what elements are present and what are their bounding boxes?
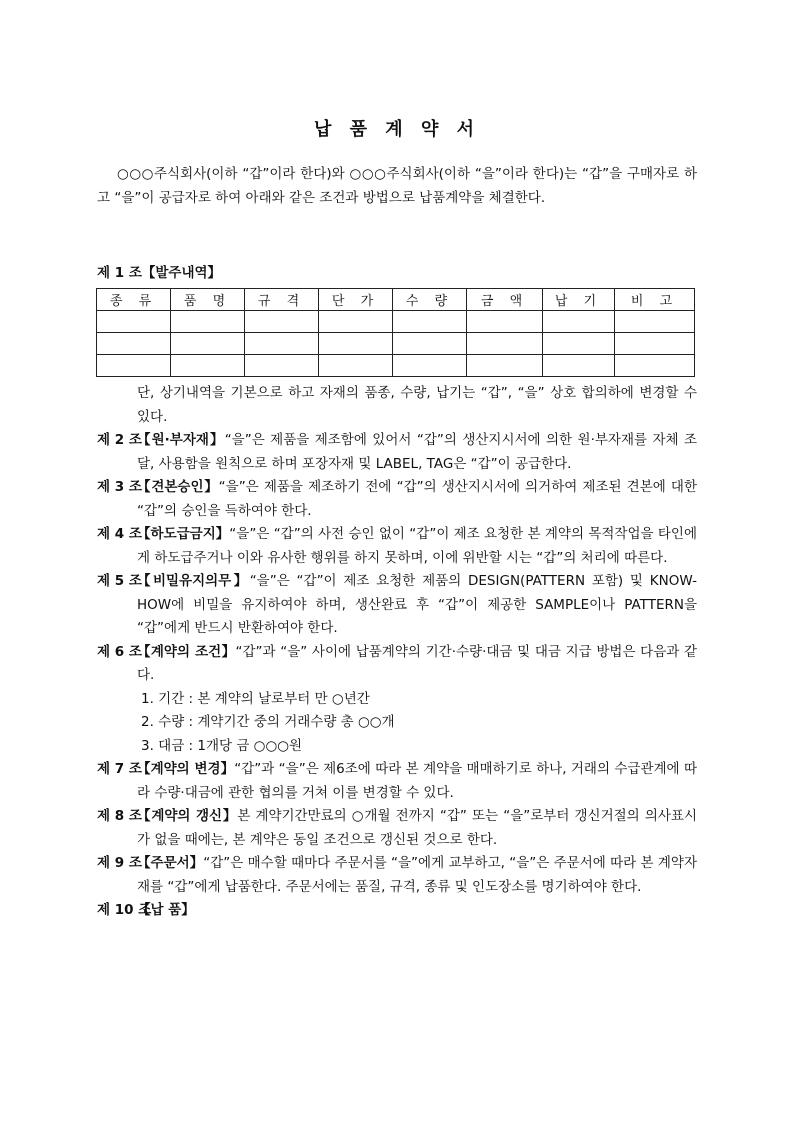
table-row: [97, 311, 695, 333]
order-table: [96, 288, 695, 377]
table-cell[interactable]: [393, 311, 467, 333]
col-header-remarks: 비 고: [615, 289, 695, 311]
table-cell[interactable]: [97, 355, 171, 377]
article-5-title: 【비밀유지의무】: [137, 573, 250, 589]
articles-section: [97, 382, 697, 923]
article-4: [97, 523, 697, 570]
article-1-label: 제 1 조: [97, 265, 142, 281]
article-8-title: 【계약의 갱신】: [137, 808, 238, 824]
table-cell[interactable]: [245, 333, 319, 355]
article-1-note: 단, 상기내역을 기본으로 하고 자재의 품종, 수량, 납기는 “갑”, “을” 상호 합의하에 변경할 수 있다.: [137, 385, 697, 425]
article-8: [97, 805, 697, 852]
col-header-item: 품 명: [171, 289, 245, 311]
table-cell[interactable]: [467, 355, 543, 377]
col-header-delivery: 납 기: [543, 289, 615, 311]
table-cell[interactable]: [319, 311, 393, 333]
article-6-items: [97, 688, 697, 759]
article-2-title: 【원·부자재】: [137, 432, 225, 448]
article-9-label: 제 9 조: [97, 855, 142, 871]
article-7: [97, 758, 697, 805]
article-9-title: 【주문서】: [137, 855, 204, 871]
article-9: [97, 852, 697, 899]
article-1-title: 【발주내역】: [141, 265, 222, 281]
table-row: [97, 355, 695, 377]
table-cell[interactable]: [171, 355, 245, 377]
article-8-label: 제 8 조: [97, 808, 142, 824]
intro-text: ○○○주식회사(이하 “갑”이라 한다)와 ○○○주식회사(이하 “을”이라 한다)는 “갑”을 구매자로 하고 “을”이 공급자로 하여 아래와 같은 조건과 방법으로 납품계약을 체결한다.: [97, 166, 697, 206]
article-10: [97, 899, 697, 923]
table-cell[interactable]: [245, 355, 319, 377]
table-cell[interactable]: [393, 333, 467, 355]
article-7-label: 제 7 조: [97, 761, 142, 777]
list-item: 2. 수량 : 계약기간 중의 거래수량 총 ○○개: [141, 714, 395, 730]
table-cell[interactable]: [171, 311, 245, 333]
article-6-label: 제 6 조: [97, 643, 142, 660]
article-5-label: 제 5 조: [97, 573, 142, 589]
article-7-title: 【계약의 변경】: [137, 761, 235, 777]
article-6: [97, 641, 697, 688]
article-4-title: 【하도급금지】: [137, 526, 230, 542]
article-9-text: “갑”은 매수할 때마다 주문서를 “을”에게 교부하고, “을”은 주문서에 따라 본 계약자재를 “갑”에게 납품한다. 주문서에는 품질, 규격, 종류 및 인도장소를 명기하여야 한다.: [137, 855, 698, 895]
table-cell[interactable]: [171, 333, 245, 355]
table-cell[interactable]: [393, 355, 467, 377]
article-4-text: “을”은 “갑”의 사전 승인 없이 “갑”이 제조 요청한 본 계약의 목적작업을 타인에게 하도급주거나 이와 유사한 행위를 하지 못하며, 이에 위반할 시는 “갑”의 처리에 따른다.: [137, 526, 697, 566]
table-row: [97, 333, 695, 355]
col-header-type: 종 류: [97, 289, 171, 311]
article-4-label: 제 4 조: [97, 526, 142, 542]
article-10-title: 【납 품】: [137, 902, 195, 918]
col-header-amount: 금 액: [467, 289, 543, 311]
article-6-title: 【계약의 조건】: [137, 643, 236, 660]
intro-paragraph: [97, 162, 697, 210]
article-6-text: “갑”과 “을” 사이에 납품계약의 기간·수량·대금 및 대금 지급 방법은 다음과 같다.: [137, 643, 698, 683]
article-1-heading: [97, 261, 221, 281]
article-2: [97, 429, 697, 476]
col-header-spec: 규 격: [245, 289, 319, 311]
article-5-text: “을”은 “갑”이 제조 요청한 제품의 DESIGN(PATTERN 포함) 및 KNOW-HOW에 비밀을 유지하여야 하며, 생산완료 후 “갑”이 제공한 SAMPLE이나 PATTERN을 “갑”에게 반드시 반환하여야 한다.: [137, 573, 697, 636]
article-5: [97, 570, 697, 641]
table-cell[interactable]: [319, 355, 393, 377]
col-header-quantity: 수 량: [393, 289, 467, 311]
article-10-label: 제 10 조: [97, 902, 152, 918]
table-cell[interactable]: [615, 311, 695, 333]
table-cell[interactable]: [319, 333, 393, 355]
table-cell[interactable]: [543, 311, 615, 333]
list-item: 3. 대금 : 1개당 금 ○○○원: [141, 737, 303, 754]
article-3-text: “을”은 제품을 제조하기 전에 “갑”의 생산지시서에 의거하여 제조된 견본에 대한 “갑”의 승인을 득하여야 한다.: [137, 479, 697, 519]
list-item: 1. 기간 : 본 계약의 날로부터 만 ○년간: [141, 690, 370, 707]
article-3: [97, 476, 697, 523]
table-cell[interactable]: [245, 311, 319, 333]
document-title: 납 품 계 약 서: [313, 119, 480, 140]
article-8-text: 본 계약기간만료의 ○개월 전까지 “갑” 또는 “을”로부터 갱신거절의 의사표시가 없을 때에는, 본 계약은 동일 조건으로 갱신된 것으로 한다.: [137, 808, 697, 848]
table-cell[interactable]: [97, 311, 171, 333]
article-2-text: “을”은 제품을 제조함에 있어서 “갑”의 생산지시서에 의한 원·부자재를 자체 조달, 사용함을 원칙으로 하며 포장자재 및 LABEL, TAG은 “갑”이 공급한다.: [137, 432, 697, 472]
table-cell[interactable]: [615, 333, 695, 355]
table-cell[interactable]: [467, 333, 543, 355]
table-cell[interactable]: [97, 333, 171, 355]
table-cell[interactable]: [467, 311, 543, 333]
article-3-label: 제 3 조: [97, 479, 142, 495]
col-header-unit-price: 단 가: [319, 289, 393, 311]
table-cell[interactable]: [615, 355, 695, 377]
table-cell[interactable]: [543, 333, 615, 355]
article-7-text: “갑”과 “을”은 제6조에 따라 본 계약을 매매하기로 하나, 거래의 수급관계에 따라 수량·대금에 관한 협의를 거쳐 이를 변경할 수 있다.: [137, 761, 697, 801]
table-header-row: [97, 289, 695, 311]
table-cell[interactable]: [543, 355, 615, 377]
article-2-label: 제 2 조: [97, 432, 142, 448]
article-3-title: 【견본승인】: [137, 479, 219, 495]
